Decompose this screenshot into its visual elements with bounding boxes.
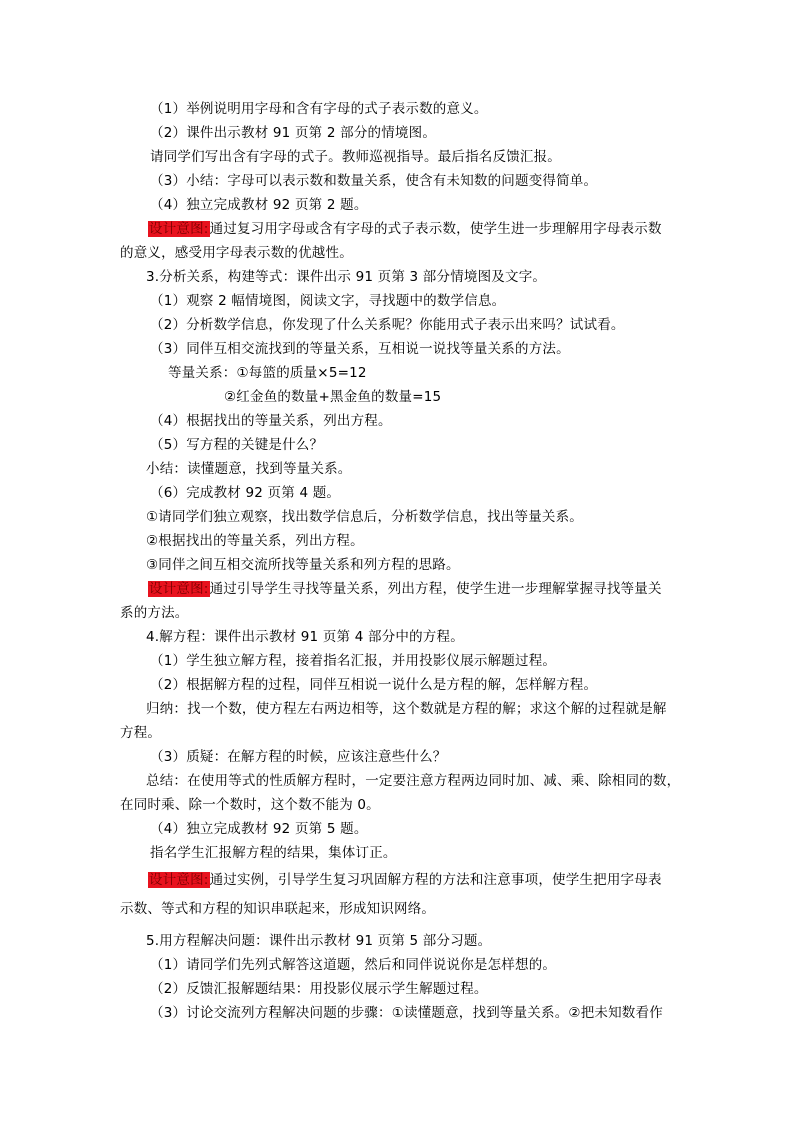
text-line: 小结：读懂题意，找到等量关系。: [146, 461, 352, 477]
text-line: （5）写方程的关键是什么？: [150, 437, 324, 453]
text-line: （4）独立完成教材 92 页第 5 题。: [150, 821, 368, 837]
design-intent-tag: 设计意图:: [149, 581, 209, 597]
text-line: 系的方法。: [120, 605, 189, 621]
design-intent-tag: 设计意图:: [149, 221, 209, 237]
text-line: 通过复习用字母或含有字母的式子表示数，使学生进一步理解用字母表示数: [209, 221, 662, 237]
text-line: （2）分析数学信息，你发现了什么关系呢？你能用式子表示出来吗？试试看。: [150, 317, 625, 333]
text-line: （3）讨论交流列方程解决问题的步骤：①读懂题意，找到等量关系。②把未知数看作: [150, 1005, 663, 1021]
design-intent-paragraph: [148, 871, 662, 889]
text-line: ③同伴之间互相交流所找等量关系和列方程的思路。: [146, 557, 460, 573]
section-heading: 3.分析关系，构建等式：课件出示 91 页第 3 部分情境图及文字。: [146, 269, 547, 285]
text-line: 通过引导学生寻找等量关系，列出方程，使学生进一步理解掌握寻找等量关: [209, 581, 662, 597]
design-intent-paragraph: [148, 580, 662, 598]
text-line: 请同学们写出含有字母的式子。教师巡视指导。最后指名反馈汇报。: [150, 149, 561, 165]
text-line: ②红金鱼的数量+黑金鱼的数量=15: [224, 389, 442, 405]
text-line: 在同时乘、除一个数时，这个数不能为 0。: [120, 797, 380, 813]
text-line: （1）学生独立解方程，接着指名汇报，并用投影仪展示解题过程。: [150, 653, 557, 669]
text-line: （4）根据找出的等量关系，列出方程。: [150, 413, 392, 429]
text-line: （2）反馈汇报解题结果：用投影仪展示学生解题过程。: [150, 981, 488, 997]
text-line: 方程。: [120, 725, 162, 741]
text-line: （1）观察 2 幅情境图，阅读文字，寻找题中的数学信息。: [150, 293, 506, 309]
text-line: ②根据找出的等量关系，列出方程。: [146, 533, 364, 549]
text-line: 总结：在使用等式的性质解方程时，一定要注意方程两边同时加、减、乘、除相同的数，: [146, 773, 681, 789]
text-line: （3）小结：字母可以表示数和数量关系，使含有未知数的问题变得简单。: [150, 173, 598, 189]
text-line: （3）质疑：在解方程的时候，应该注意些什么？: [150, 749, 447, 765]
text-line: ①请同学们独立观察，找出数学信息后，分析数学信息，找出等量关系。: [146, 509, 584, 525]
text-line: （6）完成教材 92 页第 4 题。: [150, 485, 341, 501]
text-line: （2）根据解方程的过程，同伴互相说一说什么是方程的解，怎样解方程。: [150, 677, 598, 693]
text-line: （2）课件出示教材 91 页第 2 部分的情境图。: [150, 125, 437, 141]
text-line: （3）同伴互相交流找到的等量关系，互相说一说找等量关系的方法。: [150, 341, 570, 357]
text-line: 的意义，感受用字母表示数的优越性。: [120, 245, 353, 261]
text-line: 等量关系：①每篮的质量×5=12: [168, 365, 367, 381]
text-line: 示数、等式和方程的知识串联起来，形成知识网络。: [120, 901, 436, 917]
design-intent-tag: 设计意图:: [149, 872, 209, 888]
section-heading: 5.用方程解决问题：课件出示教材 91 页第 5 部分习题。: [146, 933, 492, 949]
text-line: 通过实例，引导学生复习巩固解方程的方法和注意事项，使学生把用字母表: [209, 872, 662, 888]
text-line: 归纳：找一个数，使方程左右两边相等，这个数就是方程的解；求这个解的过程就是解: [146, 701, 667, 717]
text-line: （1）请同学们先列式解答这道题，然后和同伴说说你是怎样想的。: [150, 957, 557, 973]
section-heading: 4.解方程：课件出示教材 91 页第 4 部分中的方程。: [146, 629, 464, 645]
text-line: （1）举例说明用字母和含有字母的式子表示数的意义。: [150, 101, 488, 117]
text-line: 指名学生汇报解方程的结果，集体订正。: [150, 845, 397, 861]
text-line: （4）独立完成教材 92 页第 2 题。: [150, 197, 368, 213]
design-intent-paragraph: [148, 220, 662, 238]
